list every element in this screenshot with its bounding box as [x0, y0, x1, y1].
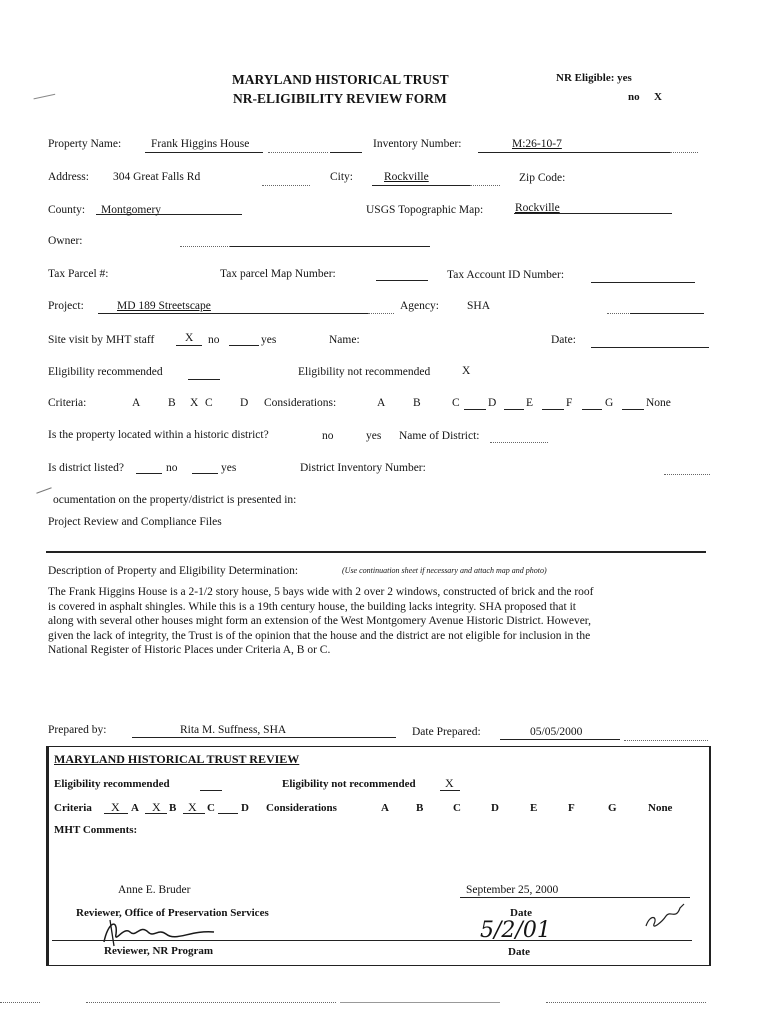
- site-visit-no: no: [208, 334, 220, 346]
- considerations-g: G: [605, 397, 614, 409]
- description-line: along with several other houses might form an extension of the West Montgomery Avenue Historic District. However,: [48, 615, 592, 627]
- considerations-d: D: [488, 397, 497, 409]
- district-listed-question: Is district listed?: [48, 462, 125, 474]
- review-criteria-label: Criteria: [54, 802, 92, 814]
- documentation-label: ocumentation on the property/district is presented in:: [53, 494, 297, 506]
- review-considerations-g: G: [608, 802, 617, 814]
- county-value: Montgomery: [101, 204, 162, 216]
- criteria-b: B: [168, 397, 176, 409]
- agency-label: Agency:: [400, 300, 439, 312]
- usgs-map-label: USGS Topographic Map:: [366, 204, 484, 216]
- description-line: is covered in asphalt shingles. While this is a 19th century house, the building lacks integrity. SHA proposed that it: [48, 600, 576, 613]
- city-label: City:: [330, 171, 354, 183]
- site-visit-yes: yes: [261, 334, 277, 346]
- city-value: Rockville: [384, 171, 429, 183]
- district-listed-yes: yes: [221, 462, 237, 474]
- mht-comments-label: MHT Comments:: [54, 824, 138, 836]
- considerations-none: None: [646, 397, 671, 409]
- description-line: National Register of Historic Places under Criteria A, B or C.: [48, 644, 331, 656]
- considerations-b: B: [413, 397, 421, 409]
- zip-label: Zip Code:: [519, 172, 566, 184]
- considerations-e: E: [526, 397, 534, 409]
- criteria-c: C: [205, 397, 213, 409]
- usgs-map-value: Rockville: [515, 202, 560, 214]
- scan-mark: [34, 94, 57, 105]
- description-text: [48, 585, 658, 658]
- form-title-line1: MARYLAND HISTORICAL TRUST: [232, 72, 449, 87]
- description-label: Description of Property and Eligibility Determination:: [48, 565, 299, 577]
- prepared-by-label: Prepared by:: [48, 724, 107, 736]
- district-name-label: Name of District:: [399, 430, 480, 442]
- description-note: (Use continuation sheet if necessary and attach map and photo): [342, 566, 547, 575]
- county-label: County:: [48, 204, 86, 216]
- description-line: The Frank Higgins House is a 2-1/2 story house, 5 bays wide with 2 over 2 windows, constructed of brick and the roof: [48, 586, 594, 598]
- site-visit-date-label: Date:: [551, 334, 576, 346]
- review-criteria-c: C: [207, 802, 215, 814]
- reviewer2-date-handwritten: 5/2/01: [480, 918, 551, 943]
- site-visit-mark: X: [185, 332, 194, 344]
- review-considerations-c: C: [453, 802, 461, 814]
- project-label: Project:: [48, 300, 84, 312]
- property-name-label: Property Name:: [48, 138, 122, 150]
- site-visit-name-label: Name:: [329, 334, 360, 346]
- considerations-c: C: [452, 397, 460, 409]
- reviewer1-date: September 25, 2000: [466, 884, 559, 896]
- site-visit-label: Site visit by MHT staff: [48, 334, 155, 346]
- review-criteria-mark: X: [111, 800, 120, 814]
- nr-eligible-no: no: [628, 91, 640, 103]
- review-not-recommended-mark: X: [445, 776, 454, 790]
- district-listed-no: no: [166, 462, 178, 474]
- nr-eligible-label: NR Eligible: yes: [556, 72, 632, 84]
- considerations-f: F: [566, 397, 573, 409]
- review-criteria-b: B: [169, 802, 177, 814]
- documentation-value: Project Review and Compliance Files: [48, 516, 222, 528]
- property-name-value: Frank Higgins House: [151, 138, 250, 150]
- review-criteria-mark: X: [188, 800, 197, 814]
- inventory-number-value: M:26-10-7: [512, 138, 562, 150]
- address-label: Address:: [48, 171, 89, 183]
- review-criteria-mark: X: [152, 800, 161, 814]
- historic-district-question: Is the property located within a historic district?: [48, 429, 269, 441]
- review-considerations-b: B: [416, 802, 424, 814]
- scan-mark: [36, 487, 51, 493]
- mht-review-heading: MARYLAND HISTORICAL TRUST REVIEW: [54, 752, 300, 766]
- historic-district-yes: yes: [366, 430, 382, 442]
- tax-map-number-label: Tax parcel Map Number:: [220, 268, 336, 280]
- review-considerations-none: None: [648, 802, 673, 814]
- reviewer2-title: Reviewer, NR Program: [104, 945, 214, 957]
- agency-value: SHA: [467, 300, 491, 312]
- criteria-d: D: [240, 397, 249, 409]
- considerations-a: A: [377, 397, 386, 409]
- review-considerations-d: D: [491, 802, 499, 814]
- eligibility-recommended-label: Eligibility recommended: [48, 366, 163, 378]
- review-considerations-label: Considerations: [266, 802, 337, 814]
- criteria-mark: X: [190, 397, 199, 409]
- address-value: 304 Great Falls Rd: [113, 171, 201, 183]
- criteria-a: A: [132, 397, 141, 409]
- project-value: MD 189 Streetscape: [117, 300, 211, 312]
- tax-parcel-label: Tax Parcel #:: [48, 268, 109, 280]
- section-divider: [46, 551, 706, 553]
- reviewer1-date-label: Date: [510, 907, 532, 919]
- historic-district-no: no: [322, 430, 334, 442]
- form-title-line2: NR-ELIGIBILITY REVIEW FORM: [233, 91, 447, 106]
- eligibility-not-recommended-label: Eligibility not recommended: [298, 366, 431, 378]
- reviewer2-date-label: Date: [508, 946, 530, 958]
- review-eligibility-not-recommended-label: Eligibility not recommended: [282, 778, 416, 790]
- eligibility-not-recommended-mark: X: [462, 365, 471, 377]
- review-considerations-e: E: [530, 802, 538, 814]
- review-criteria-a: A: [131, 802, 139, 814]
- tax-account-id-label: Tax Account ID Number:: [447, 269, 565, 281]
- criteria-label: Criteria:: [48, 397, 87, 409]
- date-prepared-label: Date Prepared:: [412, 726, 481, 738]
- review-criteria-d: D: [241, 802, 249, 814]
- review-considerations-a: A: [381, 802, 389, 814]
- nr-eligible-mark: X: [654, 91, 662, 103]
- reviewer1-name: Anne E. Bruder: [118, 884, 191, 896]
- initials-mark: [640, 900, 690, 936]
- reviewer1-title: Reviewer, Office of Preservation Services: [76, 907, 269, 919]
- district-inventory-number-label: District Inventory Number:: [300, 462, 426, 474]
- considerations-label: Considerations:: [264, 397, 337, 409]
- description-line: given the lack of integrity, the Trust is of the opinion that the house and the district are not eligible for inclusion in the: [48, 629, 591, 642]
- date-prepared-value: 05/05/2000: [530, 726, 583, 738]
- review-eligibility-recommended-label: Eligibility recommended: [54, 778, 170, 790]
- prepared-by-name: Rita M. Suffness, SHA: [180, 724, 287, 736]
- inventory-number-label: Inventory Number:: [373, 138, 462, 150]
- owner-label: Owner:: [48, 235, 83, 247]
- review-considerations-f: F: [568, 802, 575, 814]
